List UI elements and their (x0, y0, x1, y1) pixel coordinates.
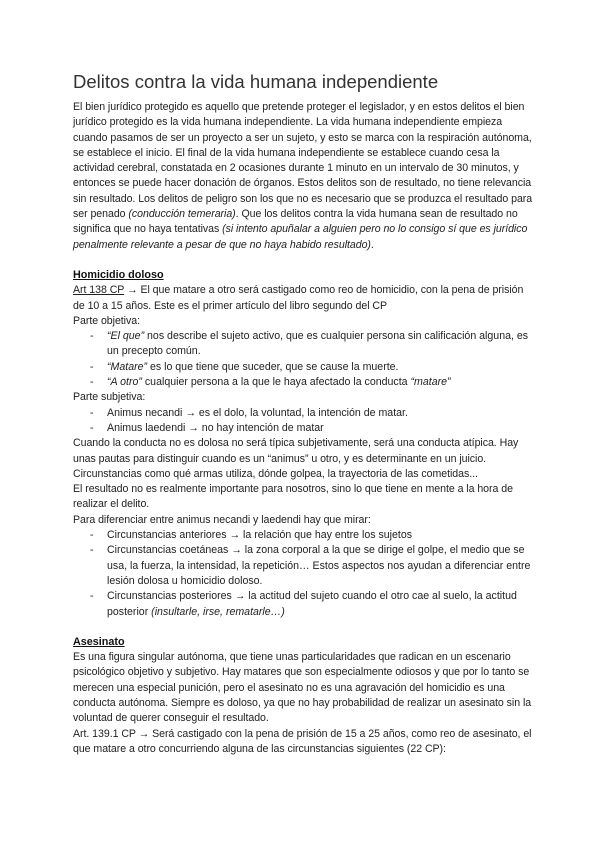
intro-end: . (370, 238, 374, 251)
atipica-paragraph: Cuando la conducta no es dolosa no será típica subjetivamente, será una conducta atípica. Hay unas pautas para distinguir cuando es un “animus” u otro, y es determinante en un juicio. Circunstancias como qué armas utiliza, dónde golpea, la trayectoria de las cometidas... (73, 437, 519, 480)
article-text: → El que matare a otro será castigado como reo de homicidio, con la pena de prisión de 10 a 15 años. Este es el primer artículo del libro segundo del CP (73, 284, 524, 312)
resultado-paragraph: El resultado no es realmente importante para nosotros, sino lo que tiene en mente a la hora de realizar el delito. (73, 483, 513, 511)
list-item: - Circunstancias anteriores → la relación que hay entre los sujetos (73, 528, 533, 543)
objetiva-label: Parte objetiva: (73, 314, 140, 327)
intro-italic-2: (si intento apuñalar a alguien pero no lo consigo sí que es jurídico penalmente relevante a pesar de que no haya habido resultado) (73, 223, 528, 251)
article-138-paragraph (73, 283, 533, 314)
list-item: - Animus laedendi → no hay intención de matar (73, 421, 533, 436)
page-title: Delitos contra la vida humana independiente (73, 71, 439, 92)
section-heading-homicidio: Homicidio doloso (73, 268, 164, 281)
subjetiva-label: Parte subjetiva: (73, 391, 146, 404)
spacer (73, 253, 533, 268)
circunstancias-list (73, 528, 533, 620)
intro-text-2: . Que los delitos contra la vida humana sean de resultado no significa que no haya tentativas (73, 208, 518, 236)
intro-text: El bien jurídico protegido es aquello que pretende proteger el legislador, y en estos delitos el bien jurídico protegido es la vida humana independiente. La vida humana independiente empieza cuando pasamos de ser un proyecto a ser un sujeto, y esto se marca con la respiración autónoma, se establece el inicio. El final de la vida humana independiente se establece cuando cesa la actividad cerebral, constatada en 2 ocasiones durante 1 minuto en un intervalo de 30 minutos, y entonces se puede hacer donación de órganos. Estos delitos son de resultado, no tiene relevancia sin resultado. Los delitos de peligro son los que no es necesario que se produzca el resultado para ser penado (73, 101, 533, 221)
list-item: - Circunstancias coetáneas → la zona corporal a la que se dirige el golpe, el medio que se usa, la fuerza, la intensidad, la repetición… Estos aspectos nos ayudan a diferenciar entre lesión dolosa u homicidio doloso. (73, 543, 533, 589)
list-item: - Circunstancias posteriores → la actitud del sujeto cuando el otro cae al suelo, la actitud posterior (insultarle, irse, rematarle…) (73, 589, 533, 620)
asesinato-paragraph: Es una figura singular autónoma, que tiene unas particularidades que radican en un escenario psicológico objetivo y subjetivo. Hay matares que son especialmente odiosos y que por lo tanto se merecen una especial punición, pero el asesinato no es una agravación del homicidio es una conducta autónoma. Siempre es doloso, ya que no hay probabilidad de realizar un asesinato sin la voluntad de querer conseguir el resultado. (73, 651, 532, 725)
article-139-paragraph: Art. 139.1 CP → Será castigado con la pena de prisión de 15 a 25 años, como reo de asesinato, el que matare a otro concurriendo alguna de las circunstancias siguientes (22 CP): (73, 727, 532, 755)
intro-paragraph (73, 100, 533, 253)
list-item: - Animus necandi → es el dolo, la voluntad, la intención de matar. (73, 406, 533, 421)
spacer (73, 620, 533, 635)
section-heading-asesinato: Asesinato (73, 635, 125, 648)
objetiva-list (73, 329, 533, 390)
list-item: - “El que” nos describe el sujeto activo, que es cualquier persona sin calificación alguna, es un precepto común. (73, 329, 533, 360)
list-item: - “A otro” cualquier persona a la que le haya afectado la conducta “matare” (73, 375, 533, 390)
subjetiva-list (73, 406, 533, 437)
list-item: - “Matare” es lo que tiene que suceder, que se cause la muerte. (73, 360, 533, 375)
article-ref: Art 138 CP (73, 284, 125, 297)
intro-italic-1: (conducción temeraria) (128, 208, 236, 221)
document-content (73, 70, 533, 757)
diferenciar-paragraph: Para diferenciar entre animus necandi y laedendi hay que mirar: (73, 513, 371, 526)
